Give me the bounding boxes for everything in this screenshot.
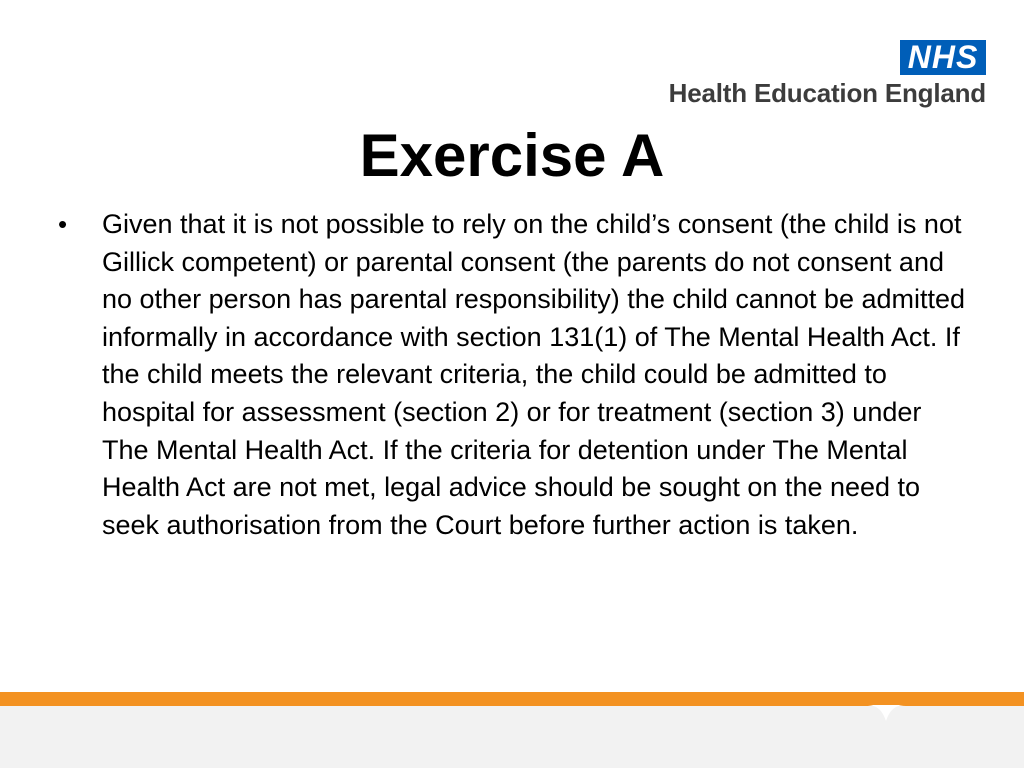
nhs-logo-box: NHS [900, 40, 986, 75]
slide-content [56, 206, 976, 544]
organisation-name: Health Education England [668, 78, 986, 108]
footer-orange-band [0, 692, 1024, 706]
nhs-hee-logo [636, 40, 986, 110]
footer-notch-shape [866, 705, 906, 723]
bullet-text: Given that it is not possible to rely on the child’s consent (the child is not Gillick competent) or parental consent (the parents do not consent and no other person has parental responsibility) the child cannot be admitted informally in accordance with section 131(1) of The Mental Health Act. If the child meets the relevant criteria, the child could be admitted to hospital for assessment (section 2) or for treatment (section 3) under The Mental Health Act. If the criteria for detention under The Mental Health Act are not met, legal advice should be sought on the need to seek authorisation from the Court before further action is taken. [102, 209, 966, 540]
bullet-item [56, 206, 976, 544]
slide-title: Exercise A [359, 122, 665, 189]
bullet-icon: • [58, 209, 68, 239]
